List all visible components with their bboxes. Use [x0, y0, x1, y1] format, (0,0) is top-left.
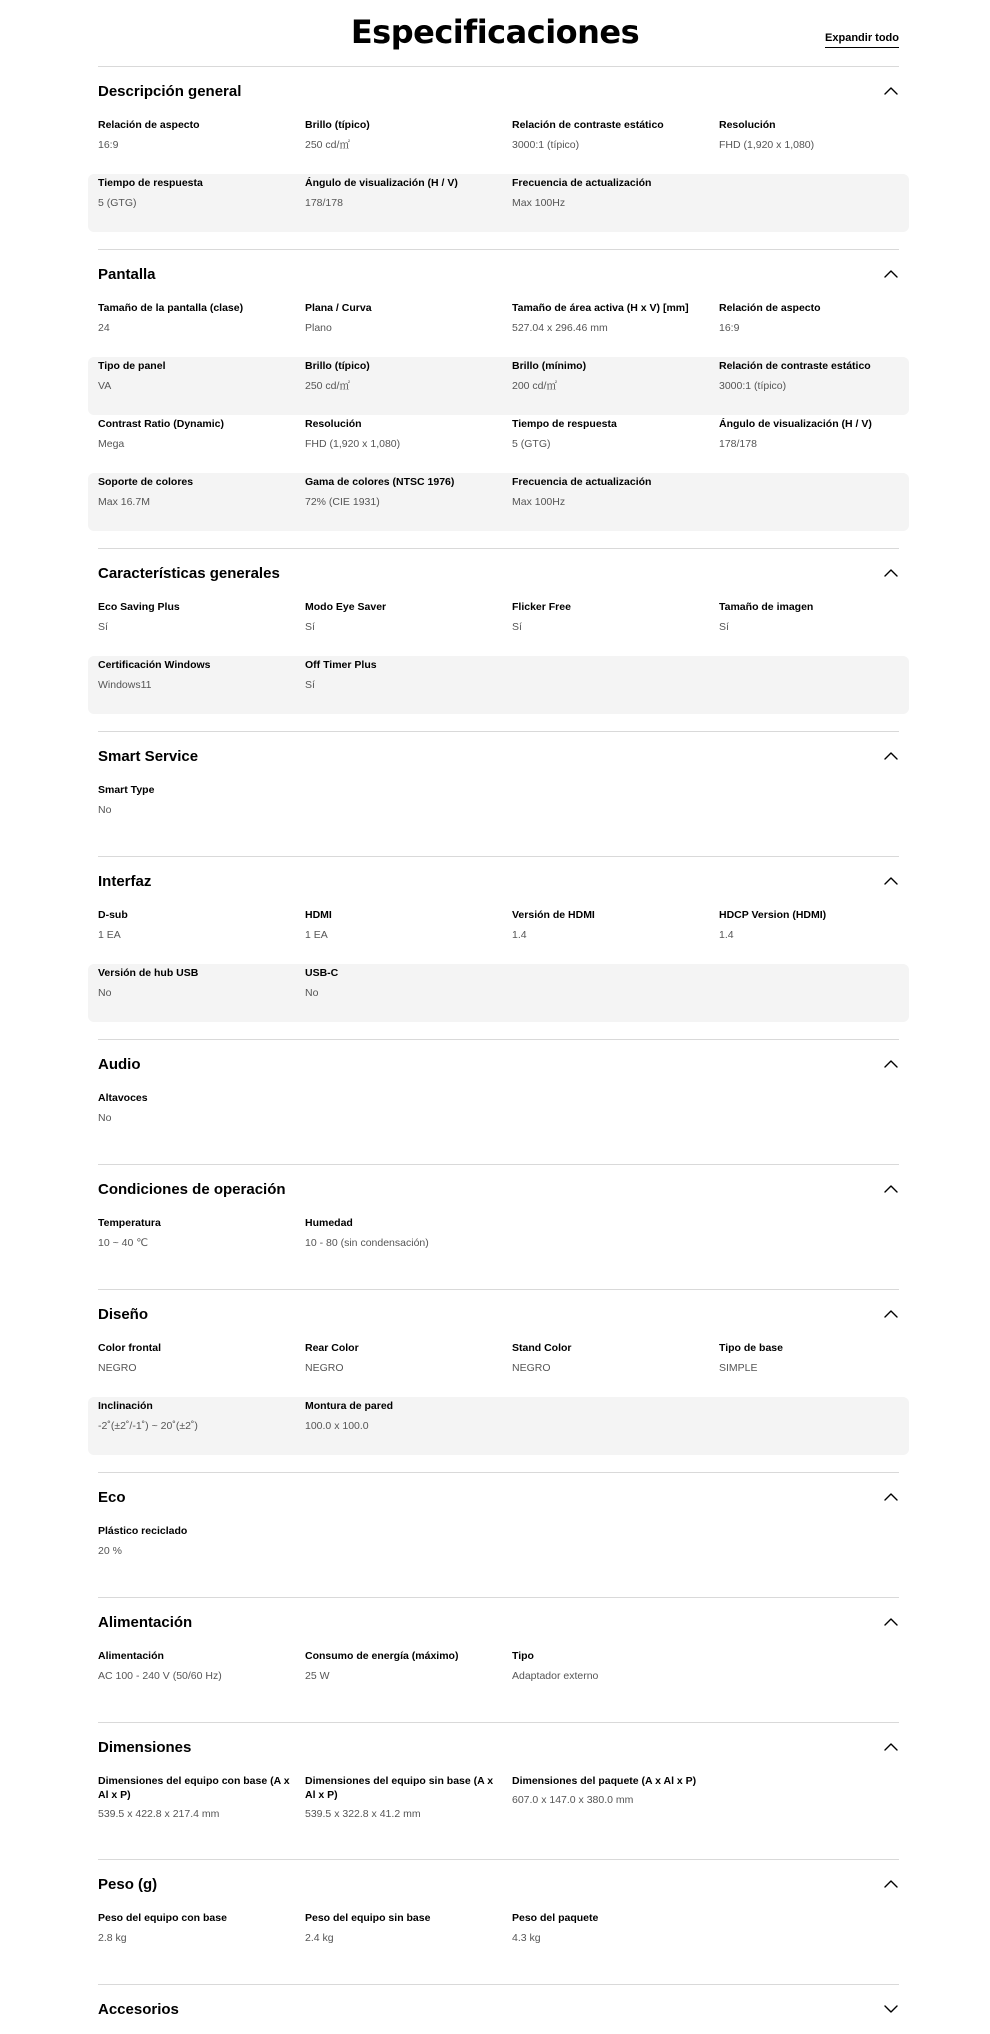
spec-row — [88, 656, 909, 714]
spec-label: Tamaño de área activa (H x V) [mm] — [512, 302, 689, 314]
spec-label: Off Timer Plus — [305, 659, 377, 671]
section-title: Smart Service — [98, 748, 199, 765]
spec-label: Smart Type — [98, 784, 155, 796]
spec-label: Versión de hub USB — [98, 967, 199, 979]
spec-label: Alimentación — [98, 1650, 164, 1662]
spec-value: FHD (1,920 x 1,080) — [305, 438, 401, 450]
spec-label: Certificación Windows — [98, 659, 211, 671]
section-header[interactable] — [98, 1473, 899, 1522]
section-header[interactable] — [98, 1165, 899, 1214]
spec-item — [512, 598, 719, 656]
page-header — [0, 0, 990, 66]
spec-item — [512, 1772, 719, 1842]
spec-label: Relación de aspecto — [719, 302, 821, 314]
section-condiciones-de-operacion — [98, 1164, 899, 1289]
spec-item — [98, 1397, 305, 1455]
spec-label: Humedad — [305, 1217, 353, 1229]
chevron-up-icon[interactable] — [883, 1739, 899, 1755]
spec-label: Ángulo de visualización (H / V) — [719, 418, 872, 430]
section-audio — [98, 1039, 899, 1164]
spec-value: 10 ~ 40 ℃ — [98, 1237, 149, 1249]
spec-item — [305, 116, 512, 174]
spec-row — [88, 1214, 909, 1272]
spec-item — [305, 1397, 512, 1455]
spec-item — [98, 906, 305, 964]
section-accesorios — [98, 1984, 899, 2034]
spec-item — [98, 656, 305, 714]
spec-label: Versión de HDMI — [512, 909, 595, 921]
spec-value: 24 — [98, 322, 110, 334]
spec-item — [719, 299, 926, 357]
section-title: Pantalla — [98, 266, 156, 283]
spec-label: Stand Color — [512, 1342, 572, 1354]
spec-value: Sí — [512, 621, 522, 633]
spec-value: 539.5 x 422.8 x 217.4 mm — [98, 1808, 220, 1820]
section-alimentacion — [98, 1597, 899, 1722]
spec-value: 72% (CIE 1931) — [305, 496, 380, 508]
spec-value: FHD (1,920 x 1,080) — [719, 139, 815, 151]
chevron-up-icon[interactable] — [883, 83, 899, 99]
chevron-up-icon[interactable] — [883, 1056, 899, 1072]
spec-item — [305, 473, 512, 531]
spec-value: No — [305, 987, 319, 999]
spec-value: Mega — [98, 438, 125, 450]
spec-label: Plana / Curva — [305, 302, 372, 314]
spec-item — [512, 473, 719, 531]
spec-row — [88, 357, 909, 415]
spec-label: Resolución — [305, 418, 362, 430]
spec-item — [98, 473, 305, 531]
spec-item — [512, 1339, 719, 1397]
spec-value: 16:9 — [98, 139, 119, 151]
spec-value: NEGRO — [305, 1362, 344, 1374]
spec-item — [98, 1909, 305, 1967]
spec-label: Dimensiones del paquete (A x Al x P) — [512, 1775, 697, 1787]
spec-item — [719, 1339, 926, 1397]
spec-label: Modo Eye Saver — [305, 601, 387, 613]
spec-item — [305, 415, 512, 473]
chevron-up-icon[interactable] — [883, 266, 899, 282]
spec-item — [512, 174, 719, 232]
spec-label: Tamaño de imagen — [719, 601, 814, 613]
section-diseno — [98, 1289, 899, 1472]
spec-value: 5 (GTG) — [512, 438, 551, 450]
spec-label: Brillo (típico) — [305, 360, 370, 372]
spec-value: NEGRO — [98, 1362, 137, 1374]
spec-row — [88, 781, 909, 839]
spec-value: 3000:1 (típico) — [719, 380, 787, 392]
spec-label: Tiempo de respuesta — [512, 418, 617, 430]
spec-label: Color frontal — [98, 1342, 161, 1354]
spec-row — [88, 1647, 909, 1705]
section-header[interactable] — [98, 549, 899, 598]
section-header[interactable] — [98, 732, 899, 781]
spec-label: Gama de colores (NTSC 1976) — [305, 476, 455, 488]
spec-label: Plástico reciclado — [98, 1525, 188, 1537]
spec-item — [98, 1214, 305, 1272]
spec-label: Frecuencia de actualización — [512, 177, 652, 189]
spec-item — [98, 357, 305, 415]
spec-item — [98, 781, 305, 839]
spec-label: Relación de contraste estático — [719, 360, 871, 372]
spec-value: 5 (GTG) — [98, 197, 137, 209]
section-header[interactable] — [98, 67, 899, 116]
spec-item — [512, 1909, 719, 1967]
section-header[interactable] — [98, 1985, 899, 2034]
spec-value: 25 W — [305, 1670, 330, 1682]
spec-item — [305, 906, 512, 964]
section-descripcion-general — [98, 66, 899, 249]
spec-label: Resolución — [719, 119, 776, 131]
spec-label: Peso del paquete — [512, 1912, 599, 1924]
section-title: Audio — [98, 1056, 141, 1073]
section-title: Condiciones de operación — [98, 1181, 286, 1198]
spec-item — [305, 357, 512, 415]
spec-label: Tipo de base — [719, 1342, 783, 1354]
spec-label: Ángulo de visualización (H / V) — [305, 177, 458, 189]
section-header[interactable] — [98, 1860, 899, 1909]
spec-item — [305, 1339, 512, 1397]
spec-value: Max 16.7M — [98, 496, 150, 508]
spec-item — [98, 1522, 305, 1580]
spec-item — [512, 357, 719, 415]
spec-item — [98, 964, 305, 1022]
spec-label: Brillo (mínimo) — [512, 360, 587, 372]
section-eco — [98, 1472, 899, 1597]
chevron-up-icon[interactable] — [883, 873, 899, 889]
spec-row — [88, 964, 909, 1022]
chevron-up-icon[interactable] — [883, 1306, 899, 1322]
spec-label: Tipo de panel — [98, 360, 166, 372]
spec-label: USB-C — [305, 967, 339, 979]
section-title: Peso (g) — [98, 1876, 158, 1893]
spec-item — [719, 116, 926, 174]
spec-item — [512, 299, 719, 357]
section-header[interactable] — [98, 1723, 899, 1772]
spec-item — [305, 1214, 512, 1272]
section-title: Diseño — [98, 1306, 149, 1323]
spec-label: Inclinación — [98, 1400, 153, 1412]
spec-item — [98, 174, 305, 232]
spec-value: 539.5 x 322.8 x 41.2 mm — [305, 1808, 421, 1820]
spec-value: No — [98, 804, 112, 816]
spec-label: HDMI — [305, 909, 332, 921]
spec-value: Sí — [719, 621, 729, 633]
spec-label: Temperatura — [98, 1217, 161, 1229]
spec-item — [305, 1909, 512, 1967]
section-header[interactable] — [98, 1040, 899, 1089]
spec-item — [512, 116, 719, 174]
spec-item — [305, 964, 512, 1022]
section-smart-service — [98, 731, 899, 856]
spec-value: 3000:1 (típico) — [512, 139, 580, 151]
spec-value: Sí — [305, 679, 315, 691]
section-title: Accesorios — [98, 2001, 179, 2018]
spec-value: Sí — [98, 621, 108, 633]
spec-label: Flicker Free — [512, 601, 571, 613]
spec-value: 178/178 — [719, 438, 757, 450]
section-pantalla — [98, 249, 899, 548]
spec-row — [88, 906, 909, 964]
chevron-up-icon[interactable] — [883, 1614, 899, 1630]
spec-item — [98, 415, 305, 473]
spec-item — [512, 1647, 719, 1705]
spec-value: No — [98, 987, 112, 999]
spec-value: 250 cd/㎡ — [305, 380, 350, 392]
spec-value: NEGRO — [512, 1362, 551, 1374]
spec-row — [88, 116, 909, 174]
chevron-down-icon[interactable] — [883, 2001, 899, 2017]
spec-item — [719, 906, 926, 964]
section-title: Eco — [98, 1489, 126, 1506]
spec-value: 4.3 kg — [512, 1932, 541, 1944]
spec-label: Relación de contraste estático — [512, 119, 664, 131]
spec-item — [305, 174, 512, 232]
spec-label: Brillo (típico) — [305, 119, 370, 131]
section-header[interactable] — [98, 857, 899, 906]
section-title: Características generales — [98, 565, 280, 582]
spec-value: Max 100Hz — [512, 496, 566, 508]
spec-label: Consumo de energía (máximo) — [305, 1650, 459, 1662]
spec-value: 178/178 — [305, 197, 343, 209]
spec-row — [88, 1909, 909, 1967]
spec-item — [305, 299, 512, 357]
section-title: Interfaz — [98, 873, 152, 890]
spec-row — [88, 1339, 909, 1397]
spec-item — [305, 1647, 512, 1705]
spec-value: 2.8 kg — [98, 1932, 127, 1944]
spec-item — [98, 598, 305, 656]
spec-row — [88, 598, 909, 656]
spec-item — [719, 598, 926, 656]
spec-label: Frecuencia de actualización — [512, 476, 652, 488]
spec-label: Eco Saving Plus — [98, 601, 180, 613]
spec-value: SIMPLE — [719, 1362, 758, 1374]
spec-label: Rear Color — [305, 1342, 359, 1354]
spec-value: 527.04 x 296.46 mm — [512, 322, 608, 334]
spec-sections — [0, 66, 990, 2034]
spec-row — [88, 1089, 909, 1147]
spec-row — [88, 174, 909, 232]
chevron-up-icon[interactable] — [883, 748, 899, 764]
spec-label: HDCP Version (HDMI) — [719, 909, 827, 921]
spec-value: Sí — [305, 621, 315, 633]
spec-item — [98, 1772, 305, 1842]
spec-label: Altavoces — [98, 1092, 148, 1104]
section-title: Dimensiones — [98, 1739, 192, 1756]
section-header[interactable] — [98, 1598, 899, 1647]
spec-item — [305, 1772, 512, 1842]
section-dimensiones — [98, 1722, 899, 1859]
chevron-up-icon[interactable] — [883, 565, 899, 581]
spec-value: 20 % — [98, 1545, 122, 1557]
expand-all-link[interactable]: Expandir todo — [825, 30, 899, 48]
spec-label: Tamaño de la pantalla (clase) — [98, 302, 244, 314]
spec-item — [98, 1339, 305, 1397]
spec-value: -2˚(±2˚/-1˚) ~ 20˚(±2˚) — [98, 1420, 198, 1432]
section-interfaz — [98, 856, 899, 1039]
chevron-up-icon[interactable] — [883, 1489, 899, 1505]
spec-value: 1 EA — [305, 929, 328, 941]
spec-item — [305, 656, 512, 714]
spec-row — [88, 473, 909, 531]
section-title: Alimentación — [98, 1614, 193, 1631]
page-title: Especificaciones — [350, 13, 640, 51]
spec-value: No — [98, 1112, 112, 1124]
spec-item — [98, 116, 305, 174]
spec-label: Tipo — [512, 1650, 534, 1662]
spec-label: Montura de pared — [305, 1400, 394, 1412]
spec-label: Peso del equipo sin base — [305, 1912, 431, 1924]
spec-item — [98, 299, 305, 357]
spec-label: Relación de aspecto — [98, 119, 200, 131]
spec-value: Max 100Hz — [512, 197, 566, 209]
spec-label: Dimensiones del equipo con base (A x Al x P) — [98, 1775, 290, 1801]
spec-value: 1.4 — [512, 929, 527, 941]
section-header[interactable] — [98, 1290, 899, 1339]
spec-value: AC 100 - 240 V (50/60 Hz) — [98, 1670, 222, 1682]
spec-value: 250 cd/㎡ — [305, 139, 350, 151]
spec-item — [719, 415, 926, 473]
spec-row — [88, 415, 909, 473]
spec-item — [98, 1089, 305, 1147]
chevron-up-icon[interactable] — [883, 1876, 899, 1892]
spec-value: 16:9 — [719, 322, 740, 334]
spec-item — [719, 357, 926, 415]
spec-item — [512, 906, 719, 964]
spec-value: 200 cd/㎡ — [512, 380, 557, 392]
spec-value: Adaptador externo — [512, 1670, 599, 1682]
spec-value: 1 EA — [98, 929, 121, 941]
spec-value: 100.0 x 100.0 — [305, 1420, 369, 1432]
spec-value: 2.4 kg — [305, 1932, 334, 1944]
spec-item — [98, 1647, 305, 1705]
spec-label: Contrast Ratio (Dynamic) — [98, 418, 225, 430]
spec-item — [305, 598, 512, 656]
section-title: Descripción general — [98, 83, 242, 100]
spec-label: Peso del equipo con base — [98, 1912, 227, 1924]
section-peso-g — [98, 1859, 899, 1984]
section-caracteristicas-generales — [98, 548, 899, 731]
spec-value: 1.4 — [719, 929, 734, 941]
spec-item — [512, 415, 719, 473]
spec-label: Tiempo de respuesta — [98, 177, 203, 189]
spec-row — [88, 1522, 909, 1580]
spec-row — [88, 299, 909, 357]
spec-value: Plano — [305, 322, 332, 334]
spec-row — [88, 1772, 909, 1842]
spec-value: 10 - 80 (sin condensación) — [305, 1237, 429, 1249]
spec-value: Windows11 — [98, 679, 152, 691]
spec-value: VA — [98, 380, 112, 392]
spec-value: 607.0 x 147.0 x 380.0 mm — [512, 1794, 634, 1806]
spec-row — [88, 1397, 909, 1455]
chevron-up-icon[interactable] — [883, 1181, 899, 1197]
spec-label: Soporte de colores — [98, 476, 194, 488]
spec-label: Dimensiones del equipo sin base (A x Al x P) — [305, 1775, 494, 1801]
section-header[interactable] — [98, 250, 899, 299]
spec-label: D-sub — [98, 909, 128, 921]
